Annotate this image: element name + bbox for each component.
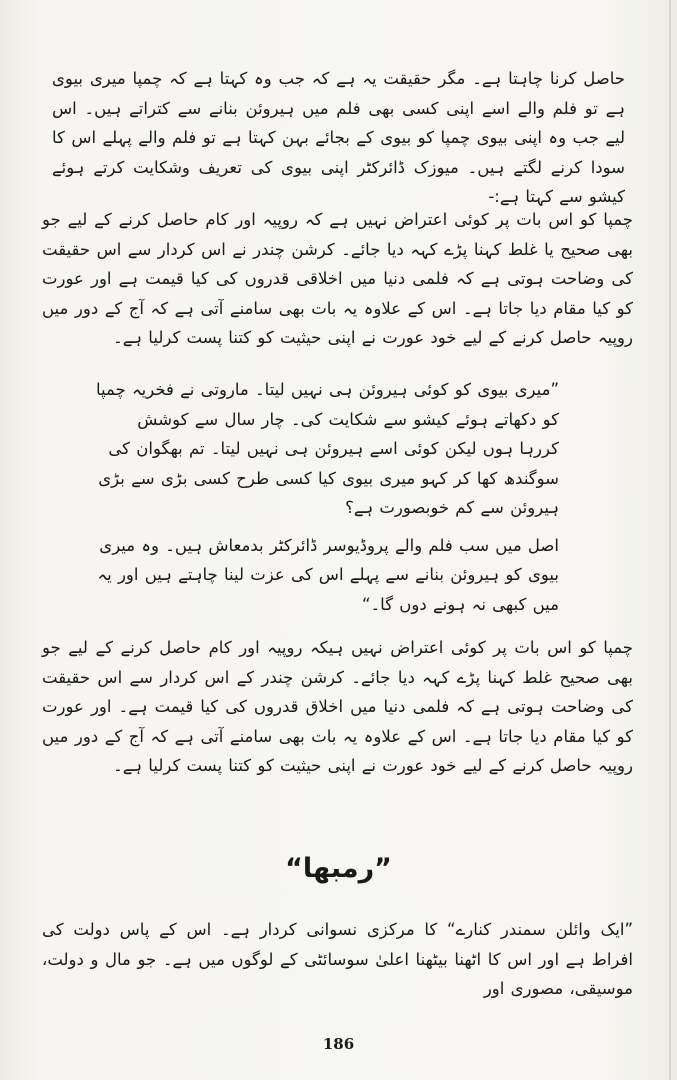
paragraph-text: چمپا کو اس بات پر کوئی اعتراض نہیں ہیکہ روپیہ اور کام حاصل کرنے کے لیے جو بھی صحیح غلط کہنا پڑے کہہ دیا جائے۔ کرشن چندر کے اس کردار سے اس حقیقت کی وضاحت ہوتی ہے کہ فلمی دنیا میں اخلاق قدروں کی کیا قیمت ہے۔ اور عورت کو کیا مقام دیا جاتا ہے۔ اس کے علاوہ یہ بات بھی سامنے آتی ہے کہ آج کے دور میں روپیہ حاصل کرنے کے لیے خود عورت نے اپنی حیثیت کو کتنا پست کرلیا ہے۔ [42, 638, 633, 775]
body-paragraph [42, 633, 633, 781]
quote-text: اصل میں سب فلم والے پروڈیوسر ڈائرکٹر بدمعاش ہیں۔ وہ میری بیوی کو ہیروئن بنانے سے پہلے اس کی عزت لینا چاہتے ہیں اور یہ میں کبھی نہ ہونے دوں گا۔“ [97, 535, 559, 614]
paragraph-text: چمپا کو اس بات پر کوئی اعتراض نہیں ہے کہ روپیہ اور کام حاصل کرنے کے لیے جو بھی صحیح یا غلط کہنا پڑے کہہ دیا جائے۔ کرشن چندر نے اس کردار سے اس حقیقت کی وضاحت ہوتی ہے کہ فلمی دنیا میں اخلاقی قدروں کی کیا قیمت ہے اور عورت کو کیا مقام دیا جاتا ہے۔ اس کے علاوہ یہ بات بھی سامنے آتی ہے کہ آج کے دور میں روپیہ حاصل کرنے کے لیے خود عورت نے اپنی حیثیت کو کتنا پست کرلیا ہے۔ [42, 210, 633, 347]
paragraph-text: ”ایک وائلن سمندر کنارے“ کا مرکزی نسوانی کردار ہے۔ اس کے پاس دولت کی افراط ہے اور اس کا اٹھنا بیٹھنا اعلیٰ سوسائٹی کے لوگوں میں ہے۔ جو مال و دولت، موسیقی، مصوری اور [42, 920, 633, 998]
quote-text: ”میری بیوی کو کوئی ہیروئن ہی نہیں لیتا۔ ماروتی نے فخریہ چمپا کو دکھاتے ہوئے کیشو سے شکایت کی۔ چار سال سے کوشش کررہا ہوں لیکن کوئی اسے ہیروئن ہی نہیں لیتا۔ تم بھگوان کی سوگندھ کھا کر کہو میری بیوی کیا کسی طرح کسی بڑی سے بڑی ہیروئن سے کم خوبصورت ہے؟ [95, 380, 559, 517]
section-heading: ”رمبھا“ [285, 853, 392, 884]
body-paragraph [42, 915, 633, 1004]
body-paragraph [42, 205, 633, 353]
paragraph-text: حاصل کرنا چاہتا ہے۔ مگر حقیقت یہ ہے کہ جب وہ کہتا ہے کہ چمپا میری بیوی ہے تو فلم والے اسے اپنی کسی بھی فلم میں ہیروئن بنانے سے کتراتے ہیں۔ اس لیے جب وہ اپنی بیوی چمپا کو بیوی کے بجائے بہن کہتا ہے تو فلم والے پہلے اس کا سودا کرنے لگتے ہیں۔ میوزک ڈائرکٹر اپنی بیوی کی تعریف وشکایت کرتے ہوئے کیشو سے کہتا ہے:- [52, 69, 625, 206]
block-quote [92, 375, 559, 619]
page-number: 186 [322, 1035, 355, 1053]
body-paragraph [52, 64, 625, 212]
